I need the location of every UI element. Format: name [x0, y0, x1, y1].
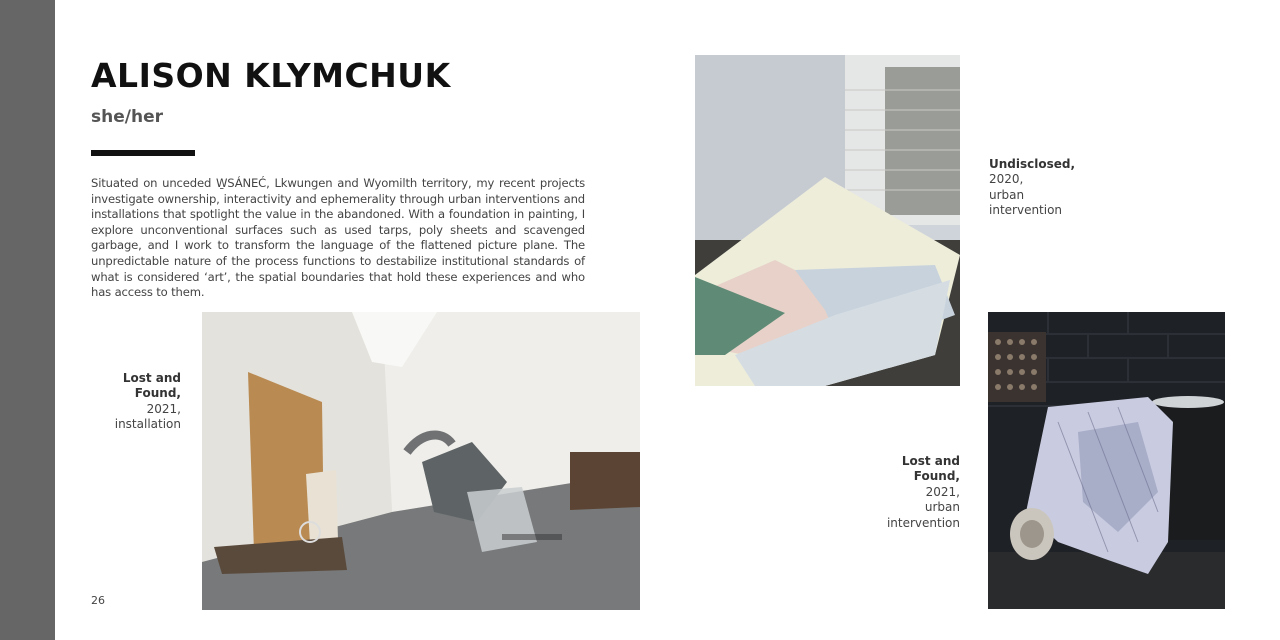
undisclosed-photo: [695, 55, 960, 386]
caption-title: Undisclosed,: [989, 157, 1076, 171]
caption-title-line1: Lost and: [901, 454, 960, 468]
caption-undisclosed: [989, 157, 1129, 219]
lost-and-found-intervention-photo: [988, 312, 1225, 609]
page-number: 26: [91, 594, 105, 607]
artist-name: ALISON KLYMCHUK: [91, 56, 451, 95]
caption-medium: installation: [114, 417, 181, 432]
caption-medium-line1: urban: [989, 187, 1025, 202]
artist-pronouns: she/her: [91, 107, 163, 127]
title-rule: [91, 150, 195, 156]
caption-lost-and-found-installation: [100, 371, 181, 433]
caption-medium-line1: urban: [924, 500, 960, 515]
caption-lost-and-found-intervention: [880, 454, 960, 531]
caption-medium-line2: intervention: [989, 203, 1063, 218]
caption-medium-line2: intervention: [886, 515, 960, 530]
installation-photo: [202, 312, 640, 610]
artist-statement: Situated on unceded W̱SÁNEĆ, Lkwungen and Wyomilth territory, my recent projects investigate ownership, interactivity and ephemerality through urban interventions and installations that spotlight the value in the abandoned. With a foundation in painting, I explore unconventional surfaces such as used tarps, poly sheets and scavenged garbage, and I work to transform the language of the flattened picture plane. The unpredictable nature of the process functions to destabilize institutional standards of what is considered ‘art’, the spatial boundaries that hold these experiences and who has access to them.: [91, 176, 585, 300]
caption-year: 2020,: [989, 172, 1024, 187]
page-spine: [0, 0, 55, 640]
caption-year: 2021,: [146, 401, 181, 416]
caption-year: 2021,: [925, 484, 960, 499]
caption-title-line2: Found,: [913, 469, 960, 484]
caption-title: Lost and Found,: [122, 371, 181, 401]
